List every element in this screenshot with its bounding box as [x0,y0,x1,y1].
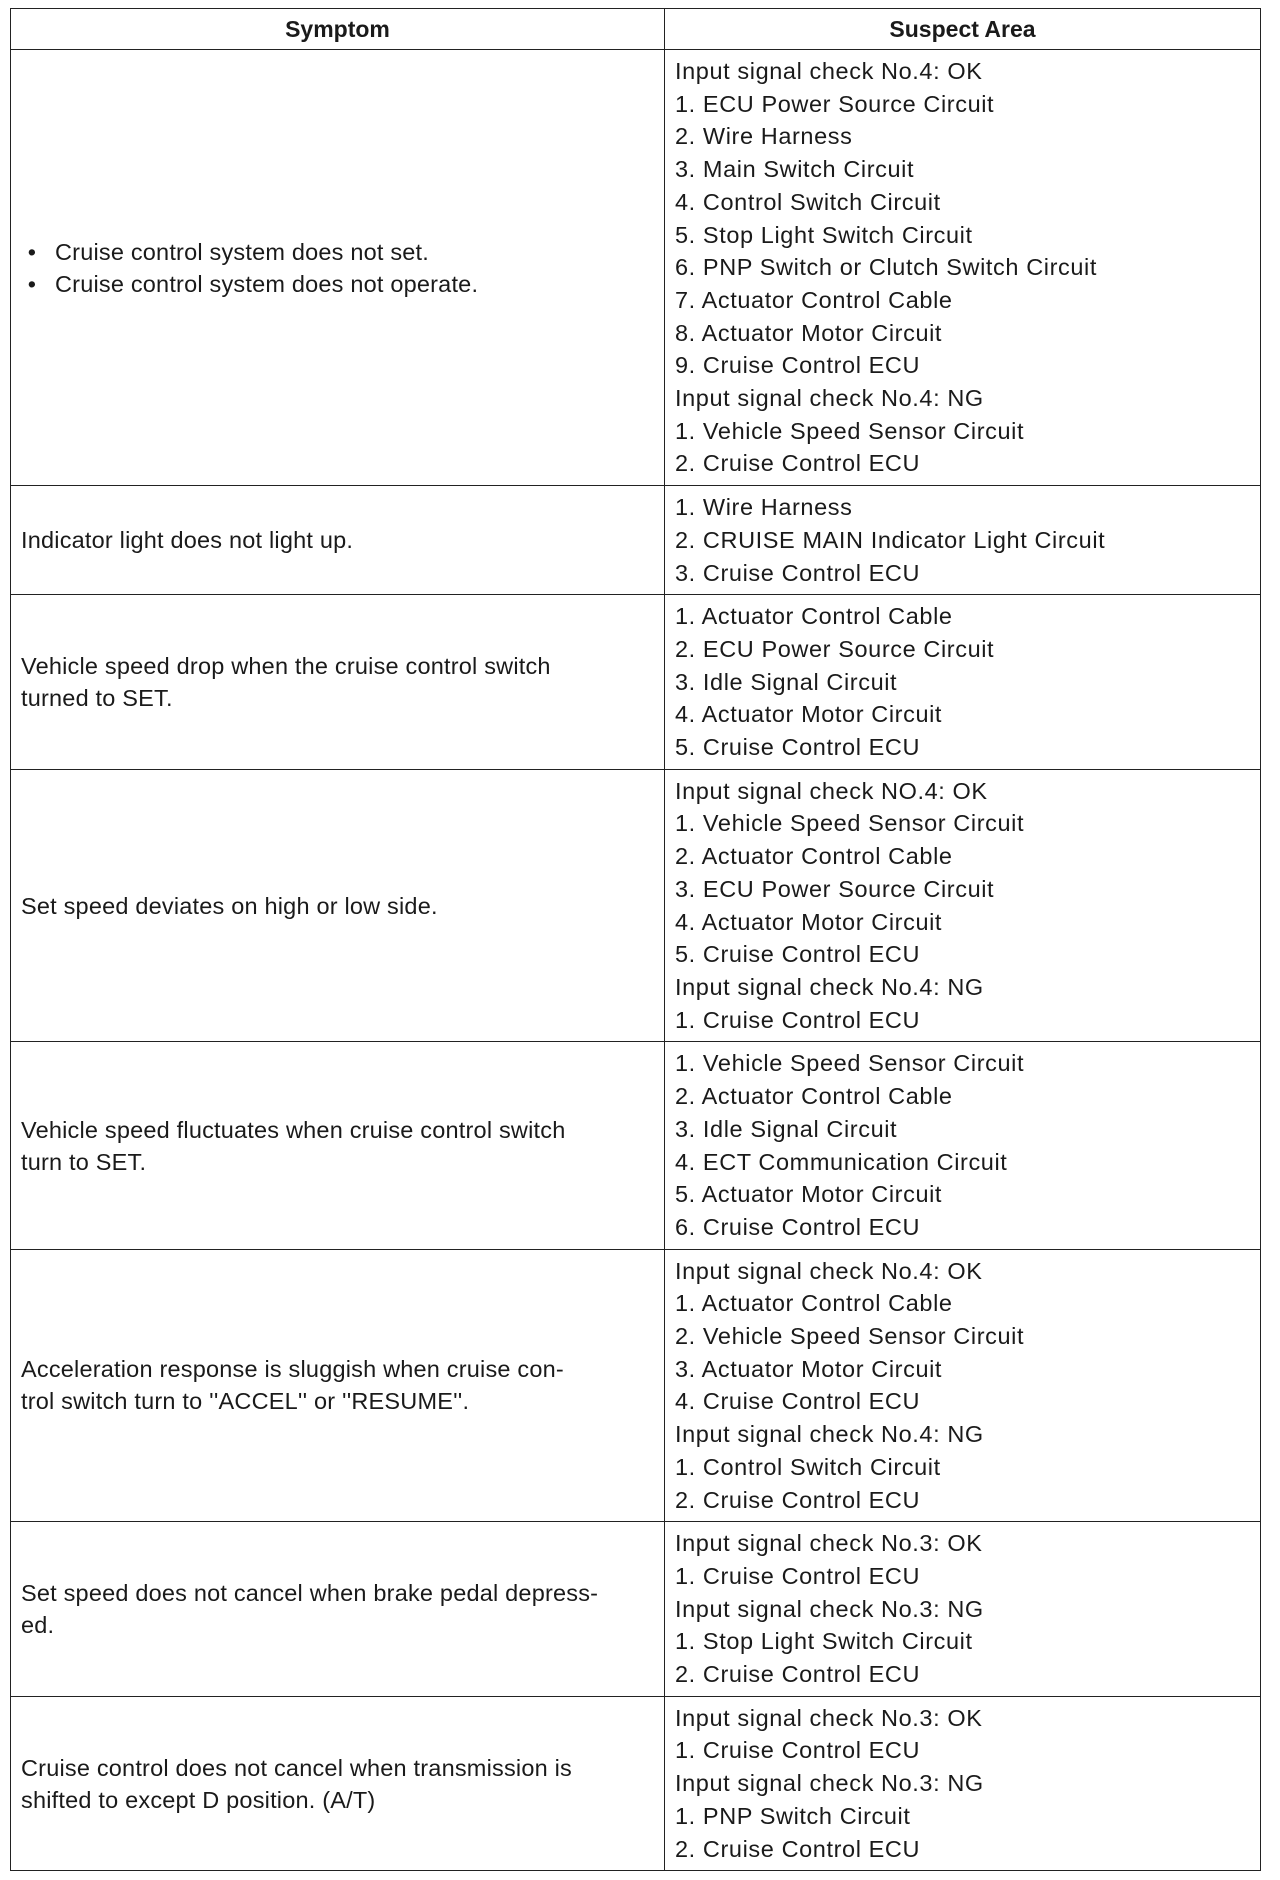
suspect-line: Input signal check No.3: NG [675,1770,984,1797]
suspect-line: 2. Cruise Control ECU [675,1486,921,1513]
suspect-line: 3. Main Switch Circuit [675,156,915,183]
symptom-cell [11,486,665,595]
bullet-icon: • [21,270,37,297]
symptom-cell [11,50,665,486]
suspect-area-cell [665,1522,1261,1697]
suspect-line: 5. Cruise Control ECU [675,941,921,968]
header-row [11,9,1261,50]
suspect-line: 3. Idle Signal Circuit [675,668,898,695]
suspect-line: 4. Actuator Motor Circuit [675,701,943,728]
suspect-line: 2. Cruise Control ECU [675,450,921,477]
symptom-line: Acceleration response is sluggish when cruise con- [21,1356,564,1383]
suspect-line: 3. ECU Power Source Circuit [675,875,995,902]
suspect-line: 3. Idle Signal Circuit [675,1115,898,1142]
suspect-area-header: Suspect Area [665,9,1261,50]
symptom-bullet: • Cruise control system does not operate. [21,268,654,300]
suspect-line: 2. CRUISE MAIN Indicator Light Circuit [675,526,1106,553]
suspect-area-cell [665,1696,1261,1871]
symptom-bullet: • Cruise control system does not set. [21,236,654,268]
table-row [11,1522,1261,1697]
symptom-line: Set speed does not cancel when brake pedal depress- [21,1579,599,1606]
suspect-line: 1. Control Switch Circuit [675,1453,941,1480]
symptom-line: shifted to except D position. (A/T) [21,1786,376,1813]
symptom-cell [11,1042,665,1249]
table-row [11,595,1261,770]
suspect-line: 5. Cruise Control ECU [675,734,921,761]
suspect-line: Input signal check No.3: OK [675,1530,983,1557]
suspect-line: 1. Stop Light Switch Circuit [675,1628,973,1655]
suspect-area-cell [665,595,1261,770]
table-row [11,1042,1261,1249]
suspect-line: 1. Cruise Control ECU [675,1562,921,1589]
suspect-line: 3. Cruise Control ECU [675,559,921,586]
symptom-line: turn to SET. [21,1148,147,1175]
symptom-line: turned to SET. [21,685,173,711]
suspect-line: 1. Actuator Control Cable [675,603,953,630]
troubleshooting-table [10,8,1261,1871]
suspect-line: 2. ECU Power Source Circuit [675,635,995,662]
suspect-line: 4. Cruise Control ECU [675,1388,921,1415]
suspect-line: Input signal check No.4: NG [675,973,984,1000]
suspect-line: 1. Cruise Control ECU [675,1006,921,1033]
symptom-line: Vehicle speed fluctuates when cruise control switch [21,1116,566,1143]
table-row [11,50,1261,486]
table-row [11,1249,1261,1522]
suspect-area-cell [665,1249,1261,1522]
symptom-line: Set speed deviates on high or low side. [21,892,438,919]
suspect-line: 2. Actuator Control Cable [675,1083,953,1110]
suspect-line: Input signal check No.4: OK [675,1257,983,1284]
symptom-cell [11,1696,665,1871]
suspect-line: 5. Stop Light Switch Circuit [675,221,973,248]
suspect-line: 4. Control Switch Circuit [675,188,941,215]
suspect-line: 2. Cruise Control ECU [675,1661,921,1688]
suspect-line: 1. Wire Harness [675,494,853,521]
symptom-line: Vehicle speed drop when the cruise control switch [21,653,551,679]
suspect-line: 2. Actuator Control Cable [675,843,953,870]
suspect-line: 1. Cruise Control ECU [675,1737,921,1764]
suspect-line: 8. Actuator Motor Circuit [675,319,943,346]
symptom-header: Symptom [11,9,665,50]
suspect-line: 2. Cruise Control ECU [675,1835,921,1862]
suspect-line: 6. PNP Switch or Clutch Switch Circuit [675,254,1097,281]
symptom-line: Cruise control does not cancel when transmission is [21,1754,572,1781]
symptom-line: ed. [21,1611,55,1638]
suspect-line: Input signal check No.4: NG [675,385,984,412]
suspect-line: 6. Cruise Control ECU [675,1213,921,1240]
bullet-icon: • [21,238,37,265]
suspect-area-cell [665,50,1261,486]
suspect-line: 7. Actuator Control Cable [675,286,953,313]
symptom-cell [11,595,665,770]
symptom-line: Indicator light does not light up. [21,527,354,554]
suspect-line: 2. Wire Harness [675,123,853,150]
suspect-line: 4. ECT Communication Circuit [675,1148,1008,1175]
suspect-line: Input signal check No.4: NG [675,1421,984,1448]
suspect-line: 9. Cruise Control ECU [675,352,921,379]
suspect-line: Input signal check No.4: OK [675,58,983,84]
suspect-line: 1. Actuator Control Cable [675,1290,953,1317]
suspect-line: 4. Actuator Motor Circuit [675,908,943,935]
suspect-line: 1. Vehicle Speed Sensor Circuit [675,417,1025,444]
suspect-line: 2. Vehicle Speed Sensor Circuit [675,1323,1025,1350]
suspect-line: 1. Vehicle Speed Sensor Circuit [675,1050,1025,1077]
symptom-line: trol switch turn to ''ACCEL'' or ''RESUME''. [21,1388,470,1415]
symptom-cell [11,1522,665,1697]
suspect-line: Input signal check No.3: OK [675,1704,983,1731]
suspect-area-cell [665,486,1261,595]
suspect-area-cell [665,1042,1261,1249]
suspect-line: Input signal check NO.4: OK [675,777,988,804]
suspect-line: 1. Vehicle Speed Sensor Circuit [675,810,1025,837]
symptom-cell [11,1249,665,1522]
suspect-line: Input signal check No.3: NG [675,1595,984,1622]
table-row [11,1696,1261,1871]
suspect-line: 3. Actuator Motor Circuit [675,1355,943,1382]
table-row [11,769,1261,1042]
suspect-line: 5. Actuator Motor Circuit [675,1181,943,1208]
suspect-area-cell [665,769,1261,1042]
table-row [11,486,1261,595]
suspect-line: 1. PNP Switch Circuit [675,1802,911,1829]
symptom-cell [11,769,665,1042]
suspect-line: 1. ECU Power Source Circuit [675,90,995,117]
